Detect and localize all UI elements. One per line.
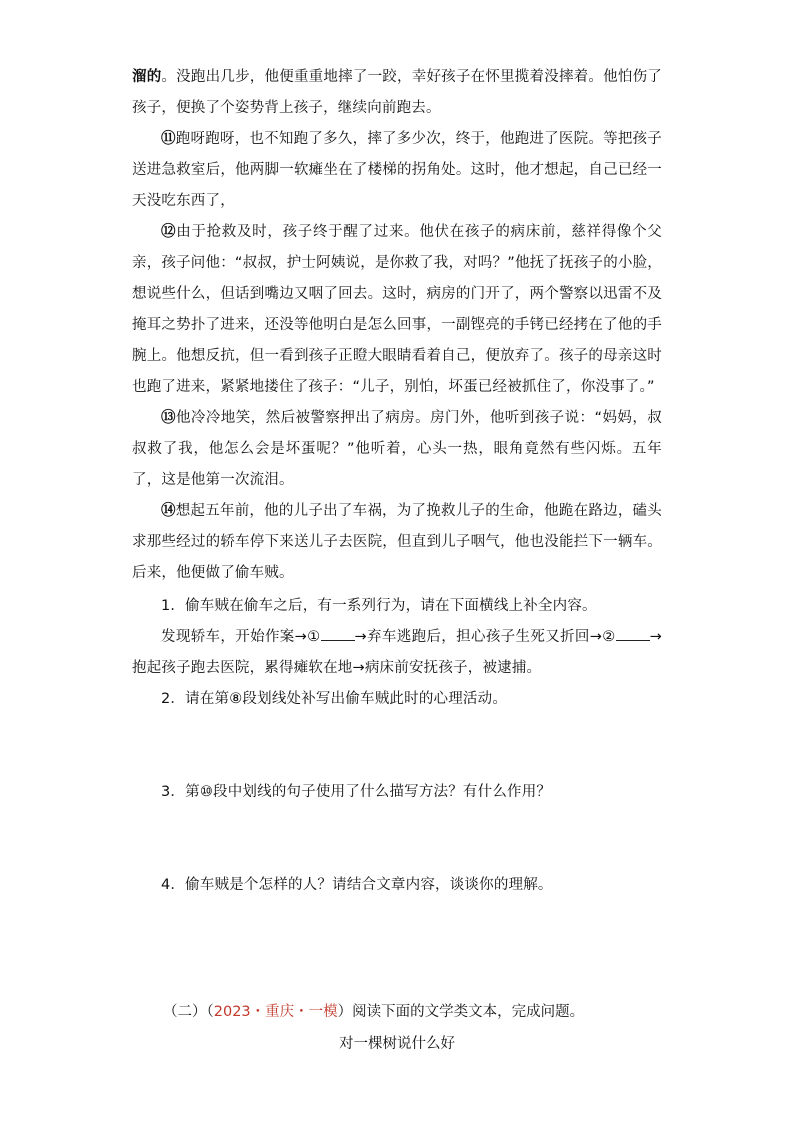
paragraph-number: ⑫ xyxy=(161,224,177,240)
section-heading: （二）（2023・重庆・一模）阅读下面的文学类文本，完成问题。 xyxy=(163,1004,585,1020)
answer-blank-1[interactable] xyxy=(321,626,355,641)
paragraph-number: ⑭ xyxy=(161,503,176,519)
paragraph-14: ⑭想起五年前，他的儿子出了车祸，为了挽救儿子的生命，他跪在路边，磕头求那些经过的轿车停下来送儿子去医院，但直到儿子咽气，他也没能拦下一辆车。后来，他便做了偷车贼。 xyxy=(132,503,662,581)
question-3: 3．第⑩段中划线的句子使用了什么描写方法？有什么作用？ xyxy=(161,784,552,800)
source-tag: 2023・重庆・一模 xyxy=(213,1004,338,1020)
paragraph-11: ⑪跑呀跑呀，也不知跑了多久，摔了多少次，终于，他跑进了医院。等把孩子送进急救室后，他两脚一软瘫坐在了楼梯的拐角处。这时，他才想起，自己已经一天没吃东西了， xyxy=(132,131,662,209)
passage xyxy=(132,62,662,901)
answer-blank-2[interactable] xyxy=(616,626,650,641)
question-1: 1．偷车贼在偷车之后，有一系列行为，请在下面横线上补全内容。 xyxy=(161,598,597,614)
question-2: 2．请在第⑧段划线处补写出偷车贼此时的心理活动。 xyxy=(161,691,508,707)
paragraph-number: ⑬ xyxy=(161,410,176,426)
question-4: 4．偷车贼是个怎样的人？请结合文章内容，谈谈你的理解。 xyxy=(161,877,553,893)
question-1-flow: 发现轿车，开始作案→① →弃车逃跑后，担心孩子生死又折回→② →抱起孩子跑去医院，累得瘫软在地→病床前安抚孩子，被逮捕。 xyxy=(132,622,662,684)
paragraph-10-end: 溜的。没跑出几步，他便重重地摔了一跤，幸好孩子在怀里揽着没摔着。他怕伤了孩子，便换了个姿势背上孩子，继续向前跑去。 xyxy=(132,69,663,116)
article-title: 对一棵树说什么好 xyxy=(339,1036,455,1052)
paragraph-12: ⑫由于抢救及时，孩子终于醒了过来。他伏在孩子的病床前，慈祥得像个父亲，孩子问他：“叔叔，护士阿姨说，是你救了我，对吗？”他抚了抚孩子的小脸，想说些什么，但话到嘴边又咽了回去。这时，病房的门开了，两个警察以迅雷不及掩耳之势扑了进来，还没等他明白是怎么回事，一副铿亮的手铐已经拷在了他的手腕上。他想反抗，但一看到孩子正瞪大眼睛看着自己，便放弃了。孩子的母亲这时也跑了进来，紧紧地搂住了孩子：“儿子，别怕，坏蛋已经被抓住了，你没事了。” xyxy=(132,224,662,395)
paragraph-13: ⑬他冷冷地笑，然后被警察押出了病房。房门外，他听到孩子说：“妈妈，叔叔救了我，他怎么会是坏蛋呢？”他听着，心头一热，眼角竟然有些闪烁。五年了，这是他第一次流泪。 xyxy=(132,410,663,488)
answer-space-3[interactable] xyxy=(132,808,662,870)
answer-space-2[interactable] xyxy=(132,715,662,777)
paragraph-number: ⑪ xyxy=(161,131,176,147)
paragraph-lead: 溜的 xyxy=(132,69,162,85)
